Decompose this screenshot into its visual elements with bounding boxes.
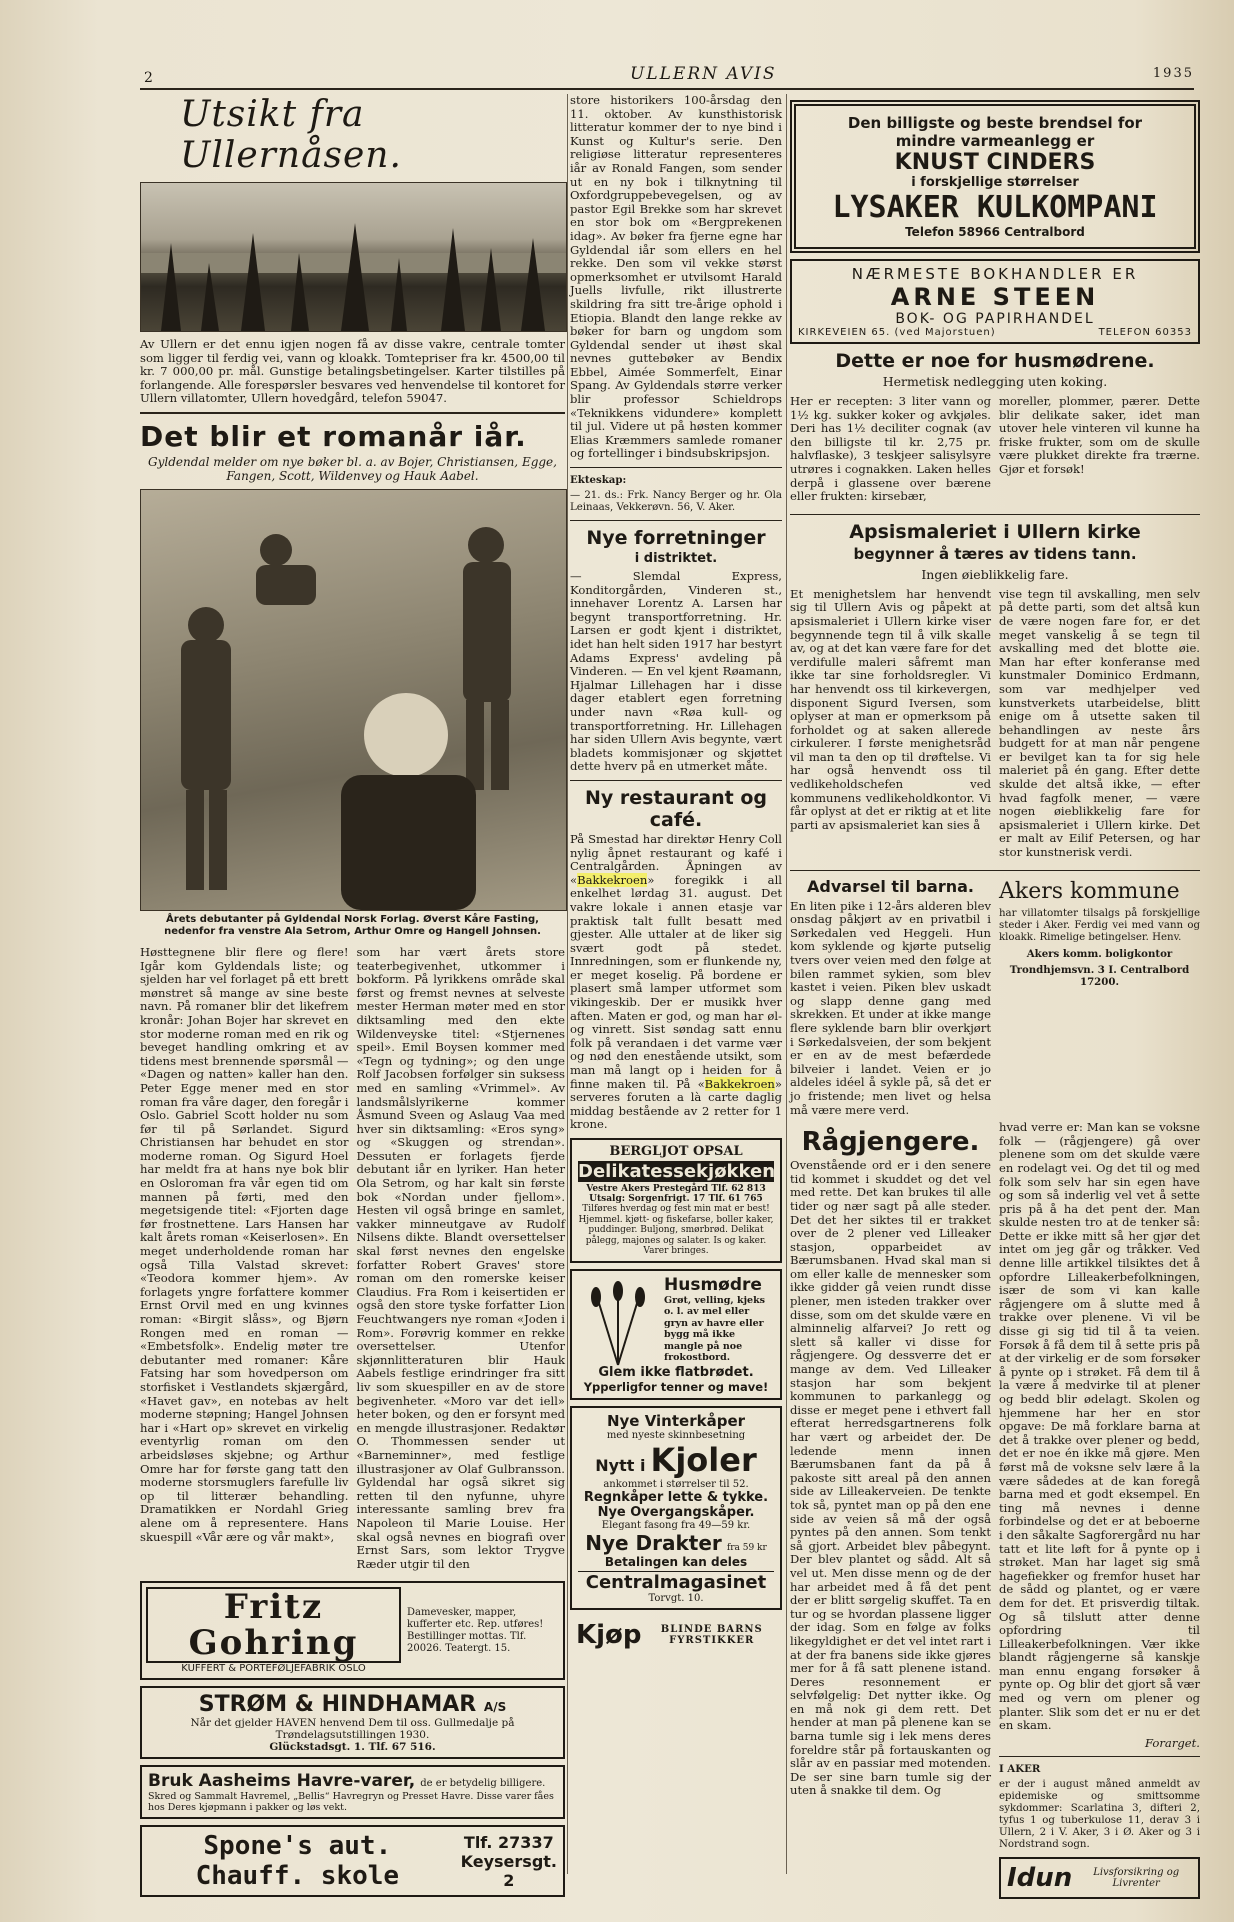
advarsel-title: Advarsel til barna. — [807, 876, 974, 896]
divider — [570, 520, 782, 521]
column-middle — [570, 94, 782, 1884]
ad-lysaker-l1: Den billigste og beste brendsel for — [847, 114, 1143, 132]
article-text-left: Høsttegnene blir flere og flere! Igår kom Gyldendals liste; og sjelden har vel forlaget på ett brett mønstret så mange av sine beste navn. På romaner blir det likefrem kronår: Johan Bojer har skrevet en stor moderne roman med en rik og beveget handling omkring et av tidens mest brennende spørsmål — «Dagen og natten» kaller han den. Peter Egge mener med en stor roman fra våre dager, den foregår i Oslo. Gabriel Scott holder nu som før til på Sørlandet. Sigurd Christiansen har behudet en stor moderne roman. Og Sigurd Hoel har meldt fra at hans nye bok blir en Osloroman fra vår egen tid om mannen på førti, med den megetsigende titel: «Fjorten dage før frostnettene. Lars Hansen har kalt årets roman «Keiserlosen». En meget underholdende roman har også Tilla Valstad skrevet: «Teodora kommer hjem». Av forlagets yngre forfattere kommer Ernst Orvil med en ung kvinnes roman: «Birgit slåss», og Bjørn Rongen med en roman — «Embetsfolk». Endelig møter tre debutanter med romaner: Kåre Fatsing har som hovedperson om storfisket i Vestlandets skjærgård, «Havet gav», en notebas av helt moderne støpning; Hangel Johnsen har i «Hart op» skrevet en virkelig eventyrlig roman om den arbeidsløses skjebne; og Arthur Omre har for første gang tatt den moderne storsmuglers farefulle liv op til litterær behandling. Dramatikken er Nordahl Grieg alene om å representere. Hans skuespill «Vår ære og vår makt», — [140, 944, 349, 1544]
ad-husmodre — [570, 1269, 782, 1400]
ekteskap-text: — 21. ds.: Frk. Nancy Berger og hr. Ola Leinaas, Vekkerøvn. 56, V. Aker. — [570, 490, 782, 514]
ragjengere-left: Ovenstående ord er i den senere tid kommet i skuddet og det vel med rette. Det kan brukes til alle tider og nær sagt på alle steder. Det det her siktes til er trakket over de 2 plener ved Lilleaker stasjon, opparbeidet av Bærumsbanen. Hvad skal man si om eller kalle de mennesker som ikke gidder gå veien rundt disse plener, men isteden trakker over disse, som om det skulde være en alminnelig alfarvei? Jo rett og slett så kaller vi disse for rågjengere. Og dessverre det er mange av dem. Ved Lilleaker stasjon har som bekjent kommunen to parkanlegg og disse er meget pene i ethvert fall efterat herredsgartnerens folk har vært og arbeidet der. De ledende menn innen Bærumsbanen fant da på å pakoste sitt areal på den annen side av Lilleakerveien. De tenkte tok så, pyntet man op på den ene side av veien så må der også pyntes på den annen. Som tenkt så gjort. Arbeidet blev påbegynt. Der blev plantet og sådd. Alt så vel ut. Men disse menn og de der har arbeidet med å få det pent der er blitt sørgelig skuffet. Ta en tur og se hvordan plassene ligger der idag. Som en følge av folks likegyldighet er det vel intet rart i at der fra banens side ikke gjøres mer for å få satt plenene istand. Deres resonnement er selvfølgelig: Det nytter ikke. Og en må nok gi dem rett. Det hender at man på plenene kan se barna tumle sig i lek mens deres foreldre står på fortauskanten og slår av en passiar med motenden. De ser sine barn tumle sig der uten å snakke til dem. Og — [790, 1158, 991, 1798]
nye-forretninger-text: — Slemdal Express, Konditorgården, Vinderen st., innehaver Lorentz A. Larsen har begynt transportforretning. Hr. Larsen er godt kjent i distriktet, idet han helt siden 1917 har bestyrt Adams Express' avdeling på Vinderen. — En vel kjent Røamann, Hjalmar Lillehagen har i disse dager etablert egen forretning under navn «Røa kull- og transportforretning. Hr. Lillehagen har siden Ullern Avis begynte, vært bladets kommisjonær og skjøttet dette hverv på en utmerket måte. — [570, 569, 782, 774]
ad-fritz-info: Damevesker, mapper, kufferter etc. Rep. utføres! Bestillinger mottas. Tlf. 20026. Teatergt. 15. — [407, 1606, 544, 1654]
ad-lysaker-l4: i forskjellige størrelser — [911, 175, 1079, 190]
divider — [570, 467, 782, 468]
ad-kjop-l1: Kjøp — [576, 1619, 642, 1650]
ad-steen-l2: ARNE STEEN — [890, 283, 1100, 311]
photo-caption: Årets debutanter på Gyldendal Norsk Forlag. Øverst Kåre Fasting, nedenfor fra venstre Ala Setrom, Arthur Omre og Hangell Johnsen. — [164, 913, 541, 937]
dette-sub: Hermetisk nedlegging uten koking. — [882, 374, 1108, 389]
ad-opsal-title: Delikatessekjøkken — [578, 1161, 776, 1182]
apsis-sub2: Ingen øieblikkelig fare. — [921, 566, 1069, 582]
nye-forretninger-sub: i distriktet. — [634, 551, 718, 567]
advarsel-text: En liten pike i 12-års alderen blev onsdag påkjørt av en privatbil i Sørkedalen ved Heggeli. Hun kom syklende og kjørte putselig tvers over veien med den følge at bilen rammet sykien, som blev kastet i veien. Piken blev uskadt og slapp denne gang med skrekken. Et under at ikke mange flere syklende barn blir overkjørt i Sørkedalsveien, der som bekjent er en av de mest befærdede bilveier i landet. Veien er jo aldeles idéel å sykle på, så det er jo fristende; men livet og helsa må være mere verd. — [790, 898, 991, 1117]
ad-central-l5: ankommet i størrelser til 52. — [603, 1478, 749, 1490]
dette-right: moreller, plommer, pærer. Dette blir delikate saker, idet man utover hele vinteren vil kunne ha friske frukter, som om de skulle være plukket direkte fra trærne. Gjør et forsøk! — [999, 394, 1200, 476]
ad-bruk-tail: de er betydelig billigere. — [420, 1778, 546, 1790]
akers-addr2: Trondhjemsvn. 3 I. Centralbord 17200. — [1009, 963, 1190, 988]
akers-title: Akers kommune — [999, 878, 1180, 904]
apsis-right: vise tegn til avskalling, men selv på dette parti, som det altså kun de være nogen fare for, er det meget vanskelig å se tegn til avskalling med det blotte øie. Man har efter konferanse med kunstmaler Dominico Erdmann, som var medhjelper ved kunstverkets utarbeidelse, blitt enige om å utsette saken til behandlingen av neste års budgett for at man når pengene er bevilget kan ta for sig hele maleriet på én gang. Efter dette skulde det altså ikke, — efter hvad fagfolk mener, — være nogen øieblikkelig fare for apsismaleriet i Ullern kirke. Det er malt av Eilif Petersen, og har stor kunstnerisk verdi. — [999, 586, 1200, 860]
ad-husmodre-title: Husmødre — [664, 1274, 762, 1295]
nye-forretninger-title: Nye forretninger — [586, 527, 766, 550]
column-right — [790, 94, 1200, 1894]
article-subtitle: Gyldendal melder om nye bøker bl. a. av Bojer, Christiansen, Egge, Fangen, Scott, Wildenvey og Hauk Aabel. — [148, 454, 557, 483]
photo-landscape — [140, 182, 567, 332]
restaurant-text — [570, 833, 782, 1132]
ragjengere-body — [790, 1121, 1200, 1905]
restaurant-text-a: På Smestad har direktør Henry Coll nylig åpnet restaurant og kafé i Centralgården. Åpningen av « — [570, 831, 782, 887]
restaurant-text-b: » foregikk i all enkelhet lørdag 31. august. Det vakre lokale i annen etasje var praktisk talt fullt besatt med gjester. Alle uttaler at de liker sig svært godt på stedet. Innredningen, som er flunkende ny, er meget koselig. På bordene er plasert små lamper utformet som vikingeskib. Der er musikk hver aften. Maten er god, og man har øl- og vinrett. Sist søndag satt ennu folk på verandaen i det varme vær og nød den enestående utsikt, som man må langt op i heiden for å finne maken til. På « — [570, 872, 782, 1091]
divider — [140, 412, 565, 414]
running-header — [140, 64, 1194, 86]
ad-strom-name: STRØM & HINDHAMAR — [198, 1692, 477, 1718]
ad-central-l4: Kjoler — [650, 1440, 757, 1479]
people-illustration — [141, 490, 566, 910]
ad-bruk-aasheim — [140, 1765, 565, 1819]
year: 1935 — [1152, 66, 1194, 81]
ad-kjop-l2: BLINDE BARNS FYRSTIKKER — [660, 1623, 763, 1646]
restaurant-title: Ny restaurant og café. — [585, 786, 767, 831]
ad-central-l1: Nye Vinterkåper — [606, 1411, 746, 1430]
ad-central-l9: Nye Drakter — [585, 1530, 722, 1555]
article-body-romanar — [140, 946, 565, 1575]
apsis-left: Et menighetslem har henvendt sig til Ullern Avis og påpekt at apsismaleriet i Ullern kirke viser begynnende tegn til å vilk skalle av, og at det kan være fare for det verdifulle maleri såfremt man ikke tar sine forholdsregler. Vi har henvendt oss til kirkevergen, disponent Sigurd Iversen, som oplyser at man er opmerksom på forholdet og at saken allerede cirkulerer. I første menighetsråd vil man ta den op til drøftelse. Vi har også henvendt oss til vedlikeholdschefen ved kommunens vedlikeholdkontor. Vi får oplyst at det er riktig at et lite parti av apsismaleriet kan sies å — [790, 586, 991, 832]
ad-spone-addr: Keysersgt. 2 — [460, 1851, 557, 1890]
dette-left: Her er recepten: 3 liter vann og 1½ kg. sukker koker og avkjøles. Deri has 1½ deciliter cognak (av den billigste til kr. 2,75 pr. halvflaske), 3 teskjeer salisylsyre utrøres i cognakken. Laken helles derpå i glassene over bærene eller frukten: kirsebær, — [790, 394, 991, 504]
apsis-sub: begynner å tæres av tidens tann. — [853, 544, 1137, 563]
divider — [790, 514, 1200, 515]
ad-opsal-name: BERGLJOT OPSAL — [609, 1144, 743, 1159]
apsis-title: Apsismaleriet i Ullern kirke — [849, 520, 1141, 543]
ad-steen-l5: TELEFON 60353 — [1098, 327, 1192, 338]
column-divider — [786, 94, 787, 1874]
highlight-bakkekroen: Bakkekroen — [704, 1076, 775, 1091]
paper-name: ULLERN AVIS — [630, 64, 777, 84]
divider — [570, 780, 782, 781]
ad-central-l6: Regnkåper lette & tykke. — [583, 1489, 769, 1505]
ad-central-l8: Elegant fasong fra 49—59 kr. — [601, 1519, 751, 1531]
aker-text: er der i august måned anmeldt av epidemiske og smittsomme sykdommer: Scarlatina 3, difteri 2, tyfus 1 og tuberkulose 11, derav 3 i Ullern, 2 i V. Aker, 3 i Ø. Aker og 3 i Nordstrand sogn. — [999, 1779, 1200, 1851]
akers-text: har villatomter tilsalgs på forskjellige steder i Aker. Ferdig vei med vann og kloakk. Rimelige betingelser. Henv. — [999, 907, 1200, 943]
ad-central-l7: Nye Overgangskåper. — [597, 1504, 755, 1520]
ad-central-l3: Nytt i — [595, 1455, 646, 1475]
ad-central-l2: med nyeste skinnbesetning — [606, 1429, 746, 1441]
ad-husmodre-line1: Glem ikke flatbrødet. — [598, 1364, 754, 1380]
ad-idun-l2: Livsforsikring og Livrenter — [1093, 1867, 1180, 1890]
ad-kjop-fyrstikker — [570, 1616, 782, 1654]
photo-debutants — [140, 489, 567, 911]
ad-lysaker-l3: KNUST CINDERS — [894, 150, 1096, 175]
ad-strom-hindhamar — [140, 1686, 565, 1759]
ad-lysaker-kulkompani — [790, 100, 1200, 253]
divider — [790, 870, 1200, 871]
article-title-romanar: Det blir et romanår iår. — [140, 419, 527, 453]
ad-lysaker-l5: LYSAKER KULKOMPANI — [832, 190, 1158, 225]
ad-fritz-sub: KUFFERT & PORTEFØLJEFABRIK OSLO — [181, 1663, 366, 1675]
dette-body — [790, 395, 1200, 508]
text-gyldendal-cont: store historikers 100-årsdag den 11. oktober. Av kunsthistorisk litteratur kommer der to nye bind i Kunst og Kultur's serie. Den religiøse litteratur representeres iår av Ronald Fangen, som sender ut en ny bok i tilknytning til Oxfordgruppebevegelsen, og av pastor Egil Brekke som har skrevet en stor bok om «Bergprekenen idag». Av bøker fra fjerne egne har Gyldendal iår som ellers en hel rekke. Den som vil vekke størst opmerksomhet er utvilsomt Harald Juells livfulle, rikt illustrerte skildring fra sitt tre-årige ophold i Etiopia. Blandt den lange rekke av bøker for barn og ungdom som Gyldendal sender ut ihøst skal nevnes guttebøker av Bendix Ebbel, Aimée Sommerfelt, Einar Spang. Av Gyldendals større verker blir professor Schieldrops «Teknikkens vidundere» komplett til jul. Videre ut på høsten kommer Elias Kræmmers samlede romaner og fortellinger i bindsubskripsjon. — [570, 93, 782, 461]
ad-idun-l1: Idun — [1007, 1863, 1073, 1894]
ad-central-l10: fra 59 kr — [726, 1542, 767, 1553]
ad-spone-name: Spone's aut. Chauff. skole — [195, 1831, 400, 1892]
trees-illustration — [141, 183, 566, 331]
ad-lysaker-l6: Telefon 58966 Centralbord — [905, 225, 1085, 239]
header-rule — [140, 88, 1194, 90]
ad-central-l11: Betalingen kan deles — [604, 1554, 748, 1569]
grain-icon — [578, 1275, 658, 1365]
ad-opsal-line2: Utsalg: Sorgenfrigt. 17 Tlf. 61 765 — [589, 1194, 763, 1204]
ragjengere-title: Rågjengere. — [801, 1127, 980, 1158]
ad-centralmagasinet — [570, 1406, 782, 1610]
ad-idun — [999, 1857, 1200, 1899]
article-title-utsikt: Utsikt fra Ullernåsen. — [180, 94, 402, 176]
article-text-right: som har vært årets store teaterbegivenhet, utkommer i bokform. På lyrikkens område skal først og fremst nevnes at selveste mester Herman møter med en stor diktsamling med den ekte Wildenveyske titel: «Stjernenes speil». Emil Boysen kommer med «Tegn og tydning»; og den unge Rolf Jacobsen forfølger sin suksess med en samling «Vrimmel». Av landsmålslyrikerne kommer Åsmund Sveen og Aslaug Vaa med hver sin diktsamling: «Eros syng» og «Skuggen og strendan». Dessuten er forlagets fjerde debutant iår en lyriker. Han heter Ola Setrom, og har kalt sin første bok «Nordan under fjellom». Hesten vil også bringe en samlet, vakker minneutgave av Rudolf Nilsens dikte. Blandt oversettelser skal først nevnes den engelske forfatter Robert Graves' store roman om den romerske keiser Claudius. Fra Rom i keisertiden er også den store tyske forfatter Lion Feuchtwangers nye roman «Joden i Rom». Forøvrig kommer en rekke oversettelser. Utenfor skjønnlitteraturen blir Hauk Aabels festlige erindringer fra sitt liv som skuespiller en av de store begivenheter. «Moro var det iell» heter boken, og den er forsynt med en mengde illustrasjoner. Redaktør O. Thommessen sender ut «Barneminner», med festlige illustrasjoner av Olaf Gulbransson. Gyldendal har også sikret sig retten til den nyfunne, uhyre interessante samling brev fra Napoleon til Marie Louise. Her skal også nevnes en biografi over Ernst Sars, som lektor Trygve Ræder utgir til den — [356, 944, 565, 1571]
restaurant-text-c: » serveres foruten a là carte daglig middag bestående av 2 retter for 1 krone. — [570, 1076, 782, 1132]
ad-husmodre-line2: Ypperligfor tenner og mave! — [583, 1379, 769, 1394]
ragjengere-sign: Forarget. — [1144, 1735, 1200, 1750]
apsis-body — [790, 588, 1200, 864]
ragjengere-right: hvad verre er: Man kan se voksne folk — (rågjengere) gå over plenene som om det skulde være en rodelagt vei. Og det til og med folk som selv har sin egen have og som så inderlig vel vet å sette pris på å ha det pent der. Man skulde nesten tro at de tenker så: Dette er ikke mitt så her gjør det intet om jeg går og tråkker. Ved denne lille artikkel tilsiktes det å opfordre Lilleakerbefolkningen, især de som vi kan kalle rågjengere om å slutte med å trakke over plenene. Vi vil be disse gi sig tid til å ta veien. Forsøk å få dem til å sette pris på at der virkelig er de som forsøker å pynte op i strøket. Få dem til å la være å medvirke til at plener og bedd blir ødelagt. Skolen og hjemmene har her en stor opgave: De må forklare barna at det å trakke over plener og bedd, det er noe én ikke må gjøre. Men først må de voksne selv lære å la være sådedes at de kan foregå barna med et godt eksempel. En ting må nevnes i denne forbindelse og det er at beboerne i den såkalte Sagforergård nu har tatt et lite løft for å pynte op i strøket. Man har laget sig små hagefiekker og fremfor huset har de sådd og plantet, og er være dem for det. Et prisverdig tiltak. Og så tilslutt atter denne opfordring til Lilleakerbefolkningen. Vær ikke blandt rågjengerne så kanskje man ennu engang forsøker å pynte op. Og blir det gjort så vær med og vern om plener og planter. Slik som det er nu er det en skam. — [999, 1120, 1200, 1733]
ad-central-l12: Centralmagasinet — [578, 1571, 774, 1593]
ad-bruk-line: Skred og Sammalt Havremel, „Bellis“ Havregryn og Presset Havre. Disse varer fåes hos Deres kjøpmann i pakker og løs vekt. — [148, 1791, 554, 1814]
ad-bruk-name: Bruk Aasheims Havre-varer, — [148, 1771, 416, 1792]
ad-opsal-text: Tilføres hverdag og fest min mat er best! Hjemmel. kjøtt- og fiskefarse, boller kaker, puddinger. Buljong, smørbrød. Delikat pålegg, majones og salater. Is og kaker. Varer bringes. — [578, 1204, 774, 1256]
ad-spone-tlf: Tlf. 27337 — [463, 1832, 554, 1852]
dette-title: Dette er noe for husmødrene. — [835, 350, 1155, 372]
text-tomter: Av Ullern er det ennu igjen nogen få av disse vakre, centrale tomter som ligger til ferdig vei, vann og kloakk. Tomtepriser fra kr. 4500,00 til kr. 7 000,00 pr. mål. Gunstige betalingsbetingelser. Karter tilstilles på forlangende. Alle forespørsler besvares ved henvendelse til kontoret for Ullern villatomter, Ullern hovedgård, telefon 59047. — [140, 337, 565, 406]
ad-strom-line: Når det gjelder HAVEN henvend Dem til oss. Gullmedalje på Trøndelagsutstillingen 1930. — [190, 1717, 515, 1742]
ekteskap-heading: Ekteskap: — [570, 474, 627, 487]
ad-strom-addr: Glückstadsgt. 1. Tlf. 67 516. — [269, 1741, 436, 1754]
ad-steen-l1: NÆRMESTE BOKHANDLER ER — [851, 265, 1139, 283]
aker-heading: I AKER — [999, 1763, 1041, 1776]
ad-fritz-name: Fritz Gohring — [146, 1587, 401, 1663]
ad-fritz-gohring — [140, 1581, 565, 1680]
highlight-bakkekroen: Bakkekroen — [577, 872, 648, 887]
divider — [999, 1756, 1200, 1757]
page-number: 2 — [144, 70, 155, 86]
akers-addr: Akers komm. boligkontor — [1026, 947, 1173, 960]
ad-lysaker-l2: mindre varmeanlegg er — [895, 132, 1095, 150]
ad-husmodre-text: Grøt, velling, kjeks o. l. av mel eller gryn av havre eller bygg må ikke mangle på noe frokostbord. — [664, 1294, 766, 1363]
ad-steen-l3: BOK- OG PAPIRHANDEL — [895, 311, 1095, 327]
ad-bergljot-opsal — [570, 1138, 782, 1263]
advarsel-akers-row — [790, 877, 1200, 1122]
ad-arne-steen — [790, 259, 1200, 344]
column-left — [140, 94, 565, 1892]
ad-steen-l4: KIRKEVEIEN 65. (ved Majorstuen) — [798, 327, 996, 338]
column-divider — [567, 94, 568, 1874]
ad-opsal-line1: Vestre Akers Prestegård Tlf. 62 813 — [586, 1184, 766, 1194]
ad-strom-as: A/S — [483, 1700, 507, 1715]
ad-spone — [140, 1825, 565, 1897]
ad-central-l13: Torvgt. 10. — [648, 1592, 704, 1604]
